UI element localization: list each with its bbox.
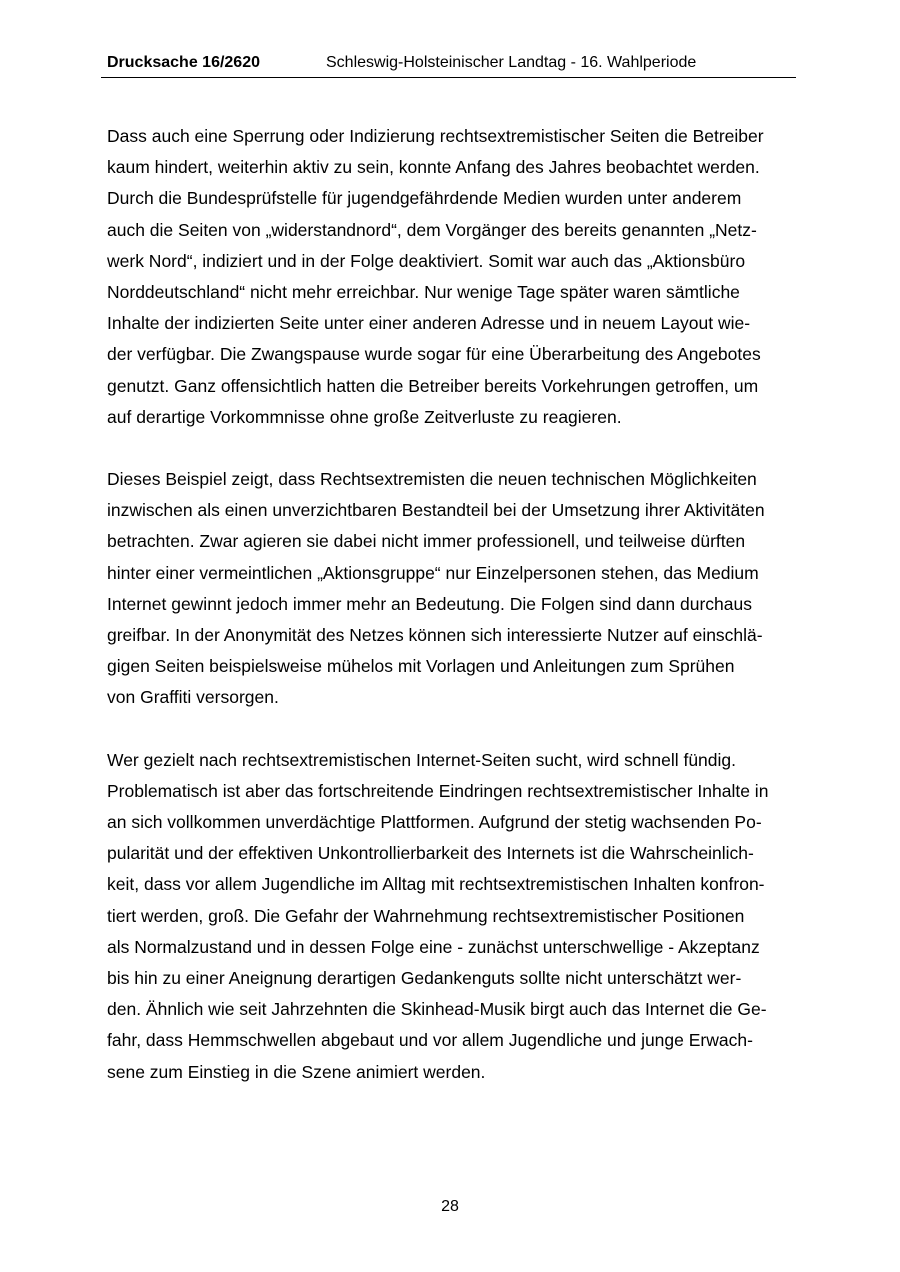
- text-line: den. Ähnlich wie seit Jahrzehnten die Skinhead-Musik birgt auch das Internet die Ge-: [107, 999, 767, 1020]
- text-line: auf derartige Vorkommnisse ohne große Zeitverluste zu reagieren.: [107, 406, 622, 427]
- text-line: Problematisch ist aber das fortschreitende Eindringen rechtsextremistischer Inhalte in: [107, 780, 769, 801]
- text-line: Inhalte der indizierten Seite unter einer anderen Adresse und in neuem Layout wie-: [107, 313, 751, 334]
- text-line: gigen Seiten beispielsweise mühelos mit Vorlagen und Anleitungen zum Sprühen: [107, 656, 735, 677]
- text-line: Norddeutschland“ nicht mehr erreichbar. Nur wenige Tage später waren sämtliche: [107, 282, 740, 303]
- text-line: inzwischen als einen unverzichtbaren Bestandteil bei der Umsetzung ihrer Aktivitäten: [107, 500, 765, 521]
- text-line: als Normalzustand und in dessen Folge eine - zunächst unterschwellige - Akzeptanz: [107, 936, 760, 957]
- text-line: bis hin zu einer Aneignung derartigen Gedankenguts sollte nicht unterschätzt wer-: [107, 968, 742, 989]
- text-line: greifbar. In der Anonymität des Netzes können sich interessierte Nutzer auf einschlä-: [107, 625, 763, 646]
- paragraph-2: [107, 464, 797, 714]
- text-line: der verfügbar. Die Zwangspause wurde sogar für eine Überarbeitung des Angebotes: [107, 344, 761, 365]
- text-line: kaum hindert, weiterhin aktiv zu sein, konnte Anfang des Jahres beobachtet werden.: [107, 157, 760, 178]
- document-number: Drucksache 16/2620: [107, 54, 260, 71]
- text-line: sene zum Einstieg in die Szene animiert werden.: [107, 1061, 486, 1082]
- text-line: keit, dass vor allem Jugendliche im Alltag mit rechtsextremistischen Inhalten konfron-: [107, 874, 765, 895]
- text-line: werk Nord“, indiziert und in der Folge deaktiviert. Somit war auch das „Aktionsbüro: [107, 250, 746, 271]
- text-line: hinter einer vermeintlichen „Aktionsgruppe“ nur Einzelpersonen stehen, das Medium: [107, 562, 759, 583]
- text-line: auch die Seiten von „widerstandnord“, dem Vorgänger des bereits genannten „Netz-: [107, 219, 757, 240]
- text-line: Durch die Bundesprüfstelle für jugendgefährdende Medien wurden unter anderem: [107, 188, 742, 209]
- text-line: fahr, dass Hemmschwellen abgebaut und vor allem Jugendliche und junge Erwach-: [107, 1030, 753, 1051]
- text-line: tiert werden, groß. Die Gefahr der Wahrnehmung rechtsextremistischer Positionen: [107, 905, 745, 926]
- text-line: pularität und der effektiven Unkontrollierbarkeit des Internets ist die Wahrscheinlich-: [107, 843, 754, 864]
- page-number: 28: [441, 1198, 459, 1215]
- body-text: [107, 121, 797, 1119]
- paragraph-1: [107, 121, 797, 433]
- page-header: [101, 52, 796, 78]
- text-line: an sich vollkommen unverdächtige Plattformen. Aufgrund der stetig wachsenden Po-: [107, 812, 762, 833]
- parliament-title: Schleswig-Holsteinischer Landtag - 16. Wahlperiode: [326, 54, 697, 71]
- text-line: Dieses Beispiel zeigt, dass Rechtsextremisten die neuen technischen Möglichkeiten: [107, 469, 757, 490]
- text-line: genutzt. Ganz offensichtlich hatten die Betreiber bereits Vorkehrungen getroffen, um: [107, 375, 759, 396]
- text-line: Wer gezielt nach rechtsextremistischen Internet-Seiten sucht, wird schnell fündig.: [107, 749, 737, 770]
- text-line: von Graffiti versorgen.: [107, 687, 279, 708]
- text-line: Internet gewinnt jedoch immer mehr an Bedeutung. Die Folgen sind dann durchaus: [107, 593, 752, 614]
- text-line: Dass auch eine Sperrung oder Indizierung rechtsextremistischer Seiten die Betreiber: [107, 126, 764, 146]
- paragraph-3: [107, 745, 797, 1088]
- text-line: betrachten. Zwar agieren sie dabei nicht immer professionell, und teilweise dürften: [107, 531, 746, 552]
